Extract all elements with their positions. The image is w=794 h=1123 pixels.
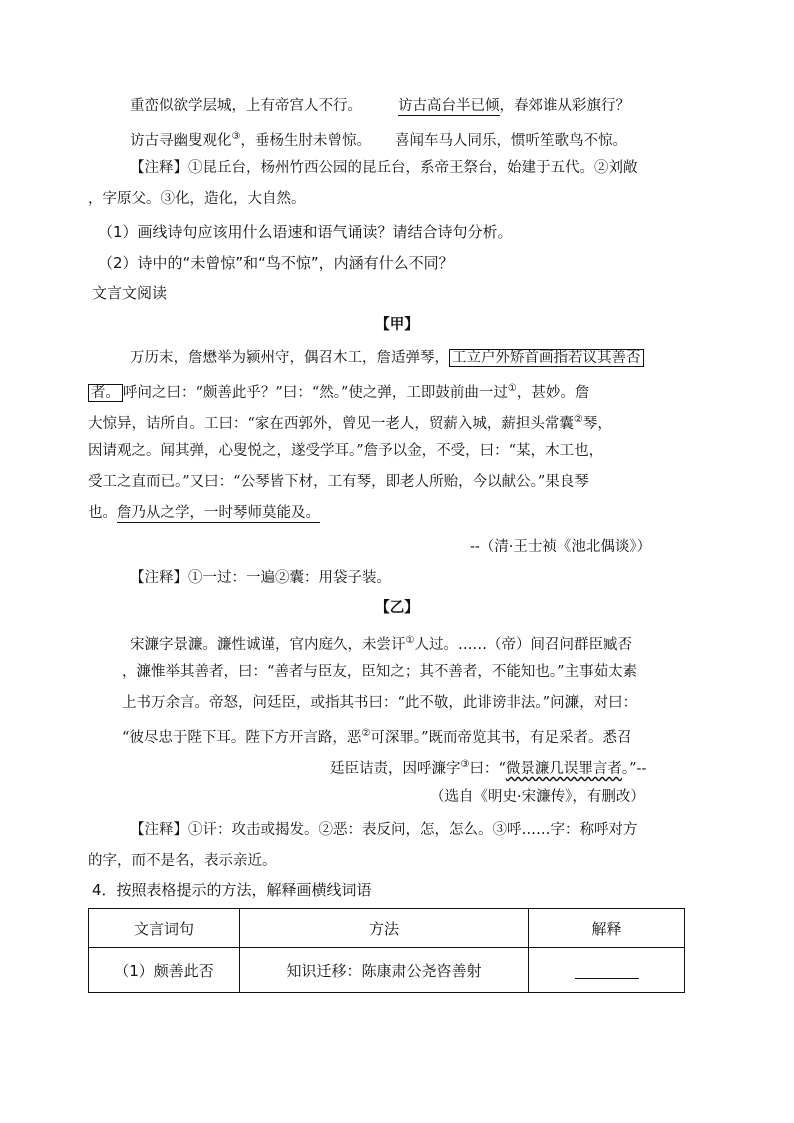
- jia-text: 大惊异，诘所自。工曰：“家在西郭外，曾见一老人，贸薪入城，薪担头常囊: [88, 415, 574, 432]
- footnote-marker: ①: [507, 383, 517, 394]
- yi-line-5: [330, 755, 646, 779]
- jia-line-1: [130, 348, 644, 368]
- table-header-cell: 方法: [240, 909, 529, 948]
- table-row: [89, 948, 685, 993]
- answer-cell[interactable]: [529, 948, 685, 993]
- jia-line-6: [88, 503, 320, 523]
- jia-note: 【注释】①一过：一遍②囊：用袋子装。: [130, 570, 391, 586]
- table-header-cell: 解释: [529, 909, 685, 948]
- jia-text: ，甚妙。詹: [516, 384, 590, 401]
- jia-title: 【甲】: [375, 316, 419, 333]
- boxed-sentence: 工立户外矫首画指若议其善否: [449, 349, 644, 367]
- yi-title: 【乙】: [375, 599, 419, 616]
- yi-text: 。”--: [621, 760, 647, 777]
- footnote-marker: ③: [231, 131, 241, 142]
- footnote-marker: ③: [460, 759, 470, 770]
- jia-line-5: 受工之直而已。”又曰：“公琴皆下材，工有琴，即老人所贻，今以献公。”果良琴: [88, 474, 589, 490]
- question-2: （2）诗中的“未曾惊”和“鸟不惊”，内涵有什么不同？: [98, 254, 454, 272]
- question-1: （1）画线诗句应该用什么语速和语气诵读？请结合诗句分析。: [98, 223, 513, 241]
- yi-text: 廷臣诘责，因呼濂字: [330, 760, 461, 777]
- boxed-sentence-end: 者。: [88, 384, 123, 402]
- poem-text: ，垂杨生肘未曾惊。: [240, 132, 371, 149]
- jia-text: 也。: [88, 505, 117, 521]
- jia-text: 呼问之曰：“颇善此乎？”曰：“然。”使之弹，工即鼓前曲一过: [123, 384, 508, 401]
- yi-text: 人过。……（帝）间召问群臣臧否: [414, 636, 632, 653]
- footnote-marker: ①: [405, 635, 415, 646]
- table-header-cell: 文言词句: [89, 909, 240, 948]
- jia-line-3: [88, 410, 612, 434]
- yi-line-4: [122, 724, 632, 748]
- answer-blank[interactable]: [575, 962, 639, 979]
- table-cell: 知识迁移：陈康肃公尧咨善射: [240, 948, 529, 993]
- question-4-title: 4．按照表格提示的方法，解释画横线词语: [92, 881, 372, 899]
- jia-text: 万历末，詹懋举为颍州守，偶召木工，詹适弹琴，: [130, 350, 449, 366]
- table-header-row: [89, 909, 685, 948]
- yi-text: 曰：“: [469, 760, 506, 777]
- yi-text: 可深罪。”既而帝览其书，有足采者。悉召: [370, 729, 632, 746]
- poem-text: 重峦似欲学层城，上有帝宫人不行。: [130, 98, 362, 114]
- jia-text: 琴，: [582, 415, 612, 432]
- table-cell: （1）颇善此否: [89, 948, 240, 993]
- answer-table: [88, 908, 685, 993]
- yi-line-1: [130, 631, 632, 655]
- yi-line-2: ，濂惟举其善者，曰：“善者与臣友，臣知之；其不善者，不能知也。”主事茹太素: [122, 664, 638, 680]
- underlined-sentence: 詹乃从之学，一时琴师莫能及。: [117, 505, 320, 521]
- yi-note-line-1: 【注释】①讦：攻击或揭发。②恶：表反问，怎，怎么。③呼……字：称呼对方: [130, 822, 638, 838]
- yi-note-line-2: 的字，而不是名，表示亲近。: [88, 853, 277, 869]
- jia-source: --（清·王士祯《池北偶谈》）: [470, 539, 652, 555]
- yi-source: （选自《明史·宋濂传》，有删改）: [430, 789, 645, 805]
- footnote-marker: ②: [361, 728, 371, 739]
- yi-text: “彼尽忠于陛下耳。陛下方开言路，恶: [122, 729, 362, 746]
- wavy-underlined-sentence: 微景濂几误罪言者: [505, 760, 622, 777]
- poem-text: 喜闻车马人同乐，惯听笙歌鸟不惊。: [394, 132, 627, 149]
- jia-line-2: [88, 379, 589, 403]
- footnote-marker: ②: [573, 414, 583, 425]
- poem-note-line-2: ，字原父。③化，造化，大自然。: [88, 191, 306, 207]
- yi-text: 宋濂字景濂。濂性诚谨，官内庭久，未尝讦: [130, 636, 406, 653]
- poem-text: ，春郊谁从彩旗行？: [499, 98, 630, 114]
- poem-note-line-1: 【注释】①昆丘台，杨州竹西公园的昆丘台，系帝王祭台，始建于五代。②刘敞: [130, 160, 638, 176]
- yi-line-3: 上书万余言。帝怒，问廷臣，或指其书曰：“此不敬，此诽谤非法。”问濂，对曰：: [122, 695, 638, 711]
- underlined-poem-line: 访古高台半已倾: [398, 98, 500, 114]
- poem-text: 访古寻幽叟观化: [130, 132, 232, 149]
- poem-line-2: [130, 127, 627, 151]
- poem-line-1: [130, 96, 630, 116]
- section-title: 文言文阅读: [92, 284, 168, 302]
- jia-line-4: 因请观之。闻其弹，心叟悦之，遂受学耳。”詹予以金，不受，曰：“某，木工也，: [88, 443, 604, 459]
